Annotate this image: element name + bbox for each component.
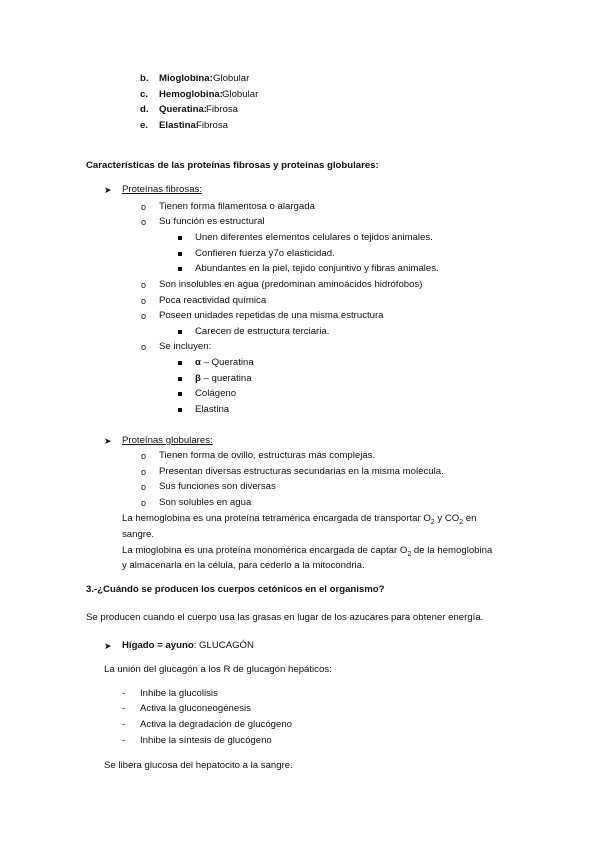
fibrosas-subitem: Unen diferentes elementos celulares o tejidos animales. — [195, 232, 433, 243]
higado-rest: : GLUCAGÓN — [193, 640, 254, 651]
circle-bullet-icon: o — [141, 202, 147, 212]
question-3-answer: Se producen cuando el cuerpo usa las grasas en lugar de los azucares para obtener energía. — [86, 612, 484, 623]
fibrosas-item: Poca reactividad química — [159, 295, 267, 306]
subitem-text: – Queratina — [200, 357, 254, 368]
subscript: 2 — [407, 550, 412, 558]
list-item-e — [140, 120, 228, 132]
square-bullet-icon — [178, 252, 182, 256]
final-text: Se libera glucosa del hepatocito a la sangre. — [104, 760, 293, 771]
arrow-bullet-icon: ➤ — [104, 185, 112, 195]
higado-bold: Hígado = ayuno — [122, 640, 194, 651]
list-marker: d. — [140, 104, 149, 115]
circle-bullet-icon: o — [141, 451, 147, 461]
effect-item: Inhibe la glucolisis — [140, 688, 218, 699]
circle-bullet-icon: o — [141, 280, 147, 290]
fibrosas-subitem — [195, 373, 252, 385]
beta-symbol: β — [195, 373, 201, 384]
square-bullet-icon — [178, 236, 182, 240]
globulares-title: Proteínas globulares: — [122, 435, 213, 446]
dash-bullet-icon: - — [122, 703, 126, 714]
dash-bullet-icon: - — [122, 735, 126, 746]
text-run: y CO — [434, 513, 460, 524]
square-bullet-icon — [178, 392, 182, 396]
list-term: Hemoglobina: — [159, 89, 223, 100]
square-bullet-icon — [178, 267, 182, 271]
arrow-bullet-icon: ➤ — [104, 641, 112, 651]
fibrosas-item: Son insolubles en agua (predominan aminoácidos hidrófobos) — [159, 279, 423, 290]
list-value: Fibrosa — [206, 104, 238, 115]
alpha-symbol: α — [195, 357, 201, 368]
fibrosas-item: Su función es estructural — [159, 216, 265, 227]
circle-bullet-icon: o — [141, 296, 147, 306]
text-run: en — [463, 513, 477, 524]
higado-line — [122, 640, 254, 652]
fibrosas-item: Poseen unidades repetidas de una misma estructura — [159, 310, 384, 321]
globulares-item: Presentan diversas estructuras secundarias en la misma molécula. — [159, 466, 444, 477]
list-term: Queratina: — [159, 104, 207, 115]
list-term: Elastina: — [159, 120, 199, 131]
list-value: Globular — [213, 73, 250, 84]
hemoglobina-paragraph-line — [122, 513, 476, 529]
globulares-item: Sus funciones son diversas — [159, 481, 276, 492]
subscript: 2 — [430, 518, 435, 526]
list-marker: b. — [140, 73, 149, 84]
dash-bullet-icon: - — [122, 688, 126, 699]
list-term: Mioglobina: — [159, 73, 213, 84]
fibrosas-subitem: Elastina — [195, 404, 230, 415]
subscript: 2 — [459, 518, 464, 526]
fibrosas-subitem: Carecen de estructura terciaria. — [195, 326, 330, 337]
fibrosas-subitem: Abundantes en la piel, tejido conjuntivo y fibras animales. — [195, 263, 439, 274]
list-marker: c. — [140, 89, 149, 100]
circle-bullet-icon: o — [141, 467, 147, 477]
globulares-item: Tienen forma de ovillo, estructuras más complejas. — [159, 450, 376, 461]
circle-bullet-icon: o — [141, 217, 147, 227]
text-run: La hemoglobina es una proteína tetramérica encargada de transportar O — [122, 513, 431, 524]
circle-bullet-icon: o — [141, 342, 147, 352]
square-bullet-icon — [178, 377, 182, 381]
mioglobina-paragraph-line: y almacenarla en la célula, para cederlo a la mitocondria. — [122, 560, 365, 571]
square-bullet-icon — [178, 361, 182, 365]
effect-item: Activa la gluconeogénesis — [140, 703, 251, 714]
fibrosas-item: Se incluyen: — [159, 341, 212, 352]
union-text: La unión del glucagón a los R de glucagón hepáticos: — [104, 664, 332, 675]
arrow-bullet-icon: ➤ — [104, 436, 112, 446]
dash-bullet-icon: - — [122, 719, 126, 730]
circle-bullet-icon: o — [141, 498, 147, 508]
list-item-b — [140, 73, 250, 85]
fibrosas-subitem — [195, 357, 254, 369]
fibrosas-subitem: Confieren fuerza y7o elasticidad. — [195, 248, 335, 259]
circle-bullet-icon: o — [141, 482, 147, 492]
list-item-d — [140, 104, 238, 116]
list-value: Fibrosa — [196, 120, 228, 131]
globulares-item: Son solubles en agua — [159, 497, 252, 508]
square-bullet-icon — [178, 330, 182, 334]
text-run: de la hemoglobina — [411, 545, 493, 556]
square-bullet-icon — [178, 408, 182, 412]
effect-item: Inhibe la síntesis de glucógeno — [140, 735, 272, 746]
fibrosas-subitem: Colágeno — [195, 388, 237, 399]
section-heading: Características de las proteínas fibrosas y proteínas globulares: — [86, 160, 379, 171]
text-run: La mioglobina es una proteína monomérica encargada de captar O — [122, 545, 408, 556]
hemoglobina-paragraph-line: sangre. — [122, 529, 154, 540]
fibrosas-title: Proteínas fibrosas: — [122, 184, 202, 195]
mioglobina-paragraph-line — [122, 545, 492, 561]
fibrosas-item: Tienen forma filamentosa o alargada — [159, 201, 315, 212]
list-marker: e. — [140, 120, 149, 131]
effect-item: Activa la degradación de glucógeno — [140, 719, 293, 730]
subitem-text: – queratina — [200, 373, 252, 384]
list-item-c — [140, 89, 259, 101]
circle-bullet-icon: o — [141, 311, 147, 321]
list-value: Globular — [222, 89, 259, 100]
question-3-heading: 3.-¿Cuándo se producen los cuerpos cetónicos en el organismo? — [86, 584, 385, 595]
